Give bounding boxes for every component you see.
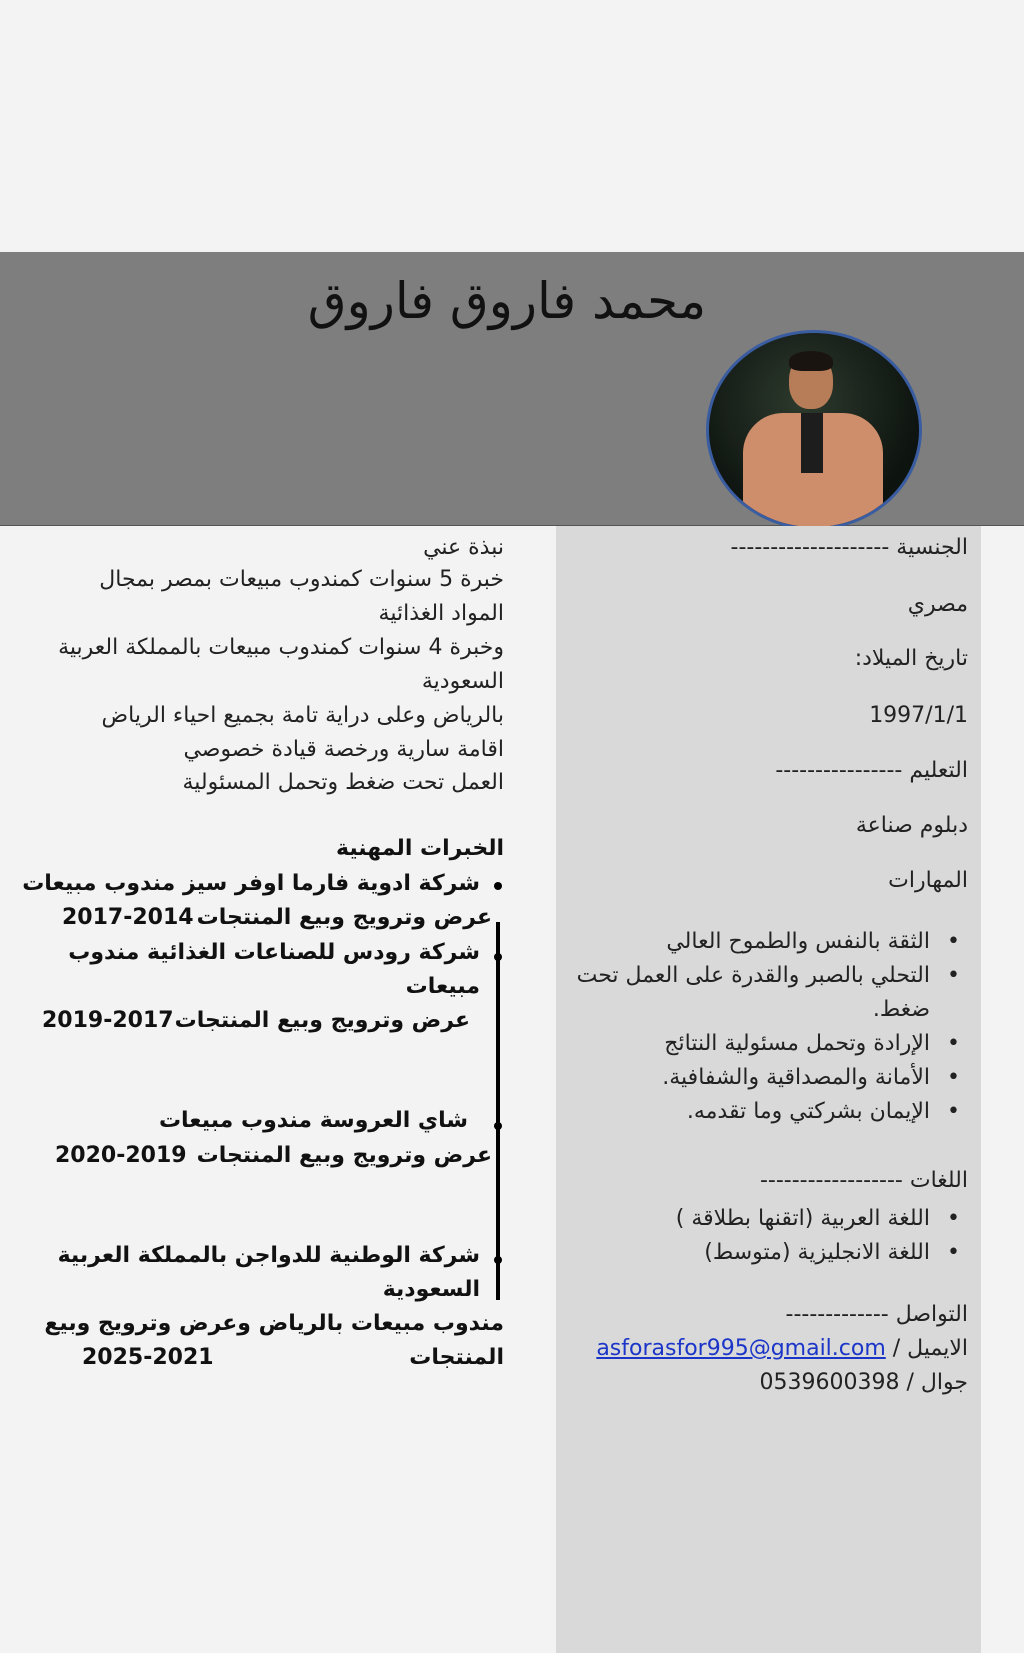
contact-dashes: ------------- bbox=[785, 1302, 889, 1327]
job-role: مندوب مبيعات بالرياض وعرض وترويج وبيع bbox=[44, 1311, 504, 1336]
job-years: 2025-2021 bbox=[82, 1345, 214, 1370]
skills-label: المهارات bbox=[888, 868, 968, 893]
education-value: دبلوم صناعة bbox=[855, 813, 968, 838]
timeline-dot bbox=[494, 882, 502, 890]
skill-item: • الإرادة وتحمل مسئولية النتائج bbox=[575, 1027, 930, 1061]
job-company: شركة ادوية فارما اوفر سيز مندوب مبيعات bbox=[22, 871, 480, 896]
email-label: الايميل / bbox=[892, 1336, 968, 1361]
skill-item: • الإيمان بشركتي وما تقدمه. bbox=[575, 1095, 930, 1129]
job-company: شركة رودس للصناعات الغذائية مندوب bbox=[68, 940, 480, 965]
about-line: المواد الغذائية bbox=[378, 601, 504, 626]
experience-title: الخبرات المهنية bbox=[335, 836, 504, 861]
languages-dashes: ------------------ bbox=[759, 1168, 903, 1193]
language-item: • اللغة العربية (اتقنها بطلاقة ) bbox=[575, 1202, 930, 1236]
timeline-dot bbox=[494, 1122, 502, 1130]
education-label: التعليم bbox=[909, 758, 968, 783]
language-item: • اللغة الانجليزية (متوسط) bbox=[575, 1236, 930, 1270]
education-heading bbox=[775, 758, 968, 783]
skills-list bbox=[575, 925, 968, 1129]
education-dashes: ---------------- bbox=[775, 758, 903, 783]
about-line: اقامة سارية ورخصة قيادة خصوصي bbox=[183, 737, 504, 762]
about-line: السعودية bbox=[421, 669, 504, 694]
job-company-cont: مبيعات bbox=[405, 974, 480, 999]
languages-label: اللغات bbox=[909, 1168, 968, 1193]
job-role: عرض وترويج وبيع المنتجات bbox=[196, 905, 492, 930]
nationality-dashes: -------------------- bbox=[730, 535, 890, 560]
job-role: عرض وترويج وبيع المنتجات bbox=[196, 1143, 492, 1168]
email-row bbox=[596, 1336, 968, 1361]
timeline-dot bbox=[494, 1256, 502, 1264]
job-company: شركة الوطنية للدواجن بالمملكة العربية bbox=[57, 1243, 480, 1268]
phone-number: 0539600398 bbox=[759, 1370, 900, 1395]
email-link[interactable]: asforasfor995@gmail.com bbox=[596, 1336, 886, 1361]
phone-row bbox=[760, 1370, 968, 1395]
about-line: وخبرة 4 سنوات كمندوب مبيعات بالمملكة العربية bbox=[58, 635, 504, 660]
contact-label: التواصل bbox=[895, 1302, 968, 1327]
top-blank-area bbox=[0, 0, 1024, 252]
job-company-cont: السعودية bbox=[382, 1277, 480, 1302]
nationality-label: الجنسية bbox=[896, 535, 968, 560]
job-years: 2017-2014 bbox=[62, 905, 194, 930]
profile-photo bbox=[706, 330, 922, 530]
job-company: شاي العروسة مندوب مبيعات bbox=[158, 1108, 468, 1133]
skill-item: • الأمانة والمصداقية والشفافية. bbox=[575, 1061, 930, 1095]
job-role-cont: المنتجات bbox=[409, 1345, 504, 1370]
nationality-value: مصري bbox=[907, 592, 968, 617]
experience-timeline bbox=[496, 922, 500, 1300]
job-years: 2019-2017 bbox=[42, 1008, 174, 1033]
timeline-dot bbox=[494, 953, 502, 961]
about-title: نبذة عني bbox=[423, 535, 504, 560]
languages-list bbox=[575, 1202, 968, 1270]
skill-item: • الثقة بالنفس والطموح العالي bbox=[575, 925, 930, 959]
about-line: خبرة 5 سنوات كمندوب مبيعات بمصر بمجال bbox=[99, 567, 504, 592]
languages-heading bbox=[760, 1168, 968, 1193]
nationality-heading bbox=[731, 535, 969, 560]
phone-label: جوال / bbox=[906, 1370, 968, 1395]
about-line: العمل تحت ضغط وتحمل المسئولية bbox=[182, 770, 504, 795]
birth-label: تاريخ الميلاد: bbox=[854, 646, 968, 671]
applicant-name: محمد فاروق فاروق bbox=[307, 272, 707, 330]
contact-heading bbox=[786, 1302, 968, 1327]
birth-date: 1997/1/1 bbox=[869, 703, 968, 728]
about-line: بالرياض وعلى دراية تامة بجميع احياء الرياض bbox=[101, 703, 504, 728]
skill-item: • التحلي بالصبر والقدرة على العمل تحت ضغط. bbox=[575, 959, 930, 1027]
job-years: 2020-2019 bbox=[55, 1143, 187, 1168]
job-role: عرض وترويج وبيع المنتجات bbox=[174, 1008, 470, 1033]
